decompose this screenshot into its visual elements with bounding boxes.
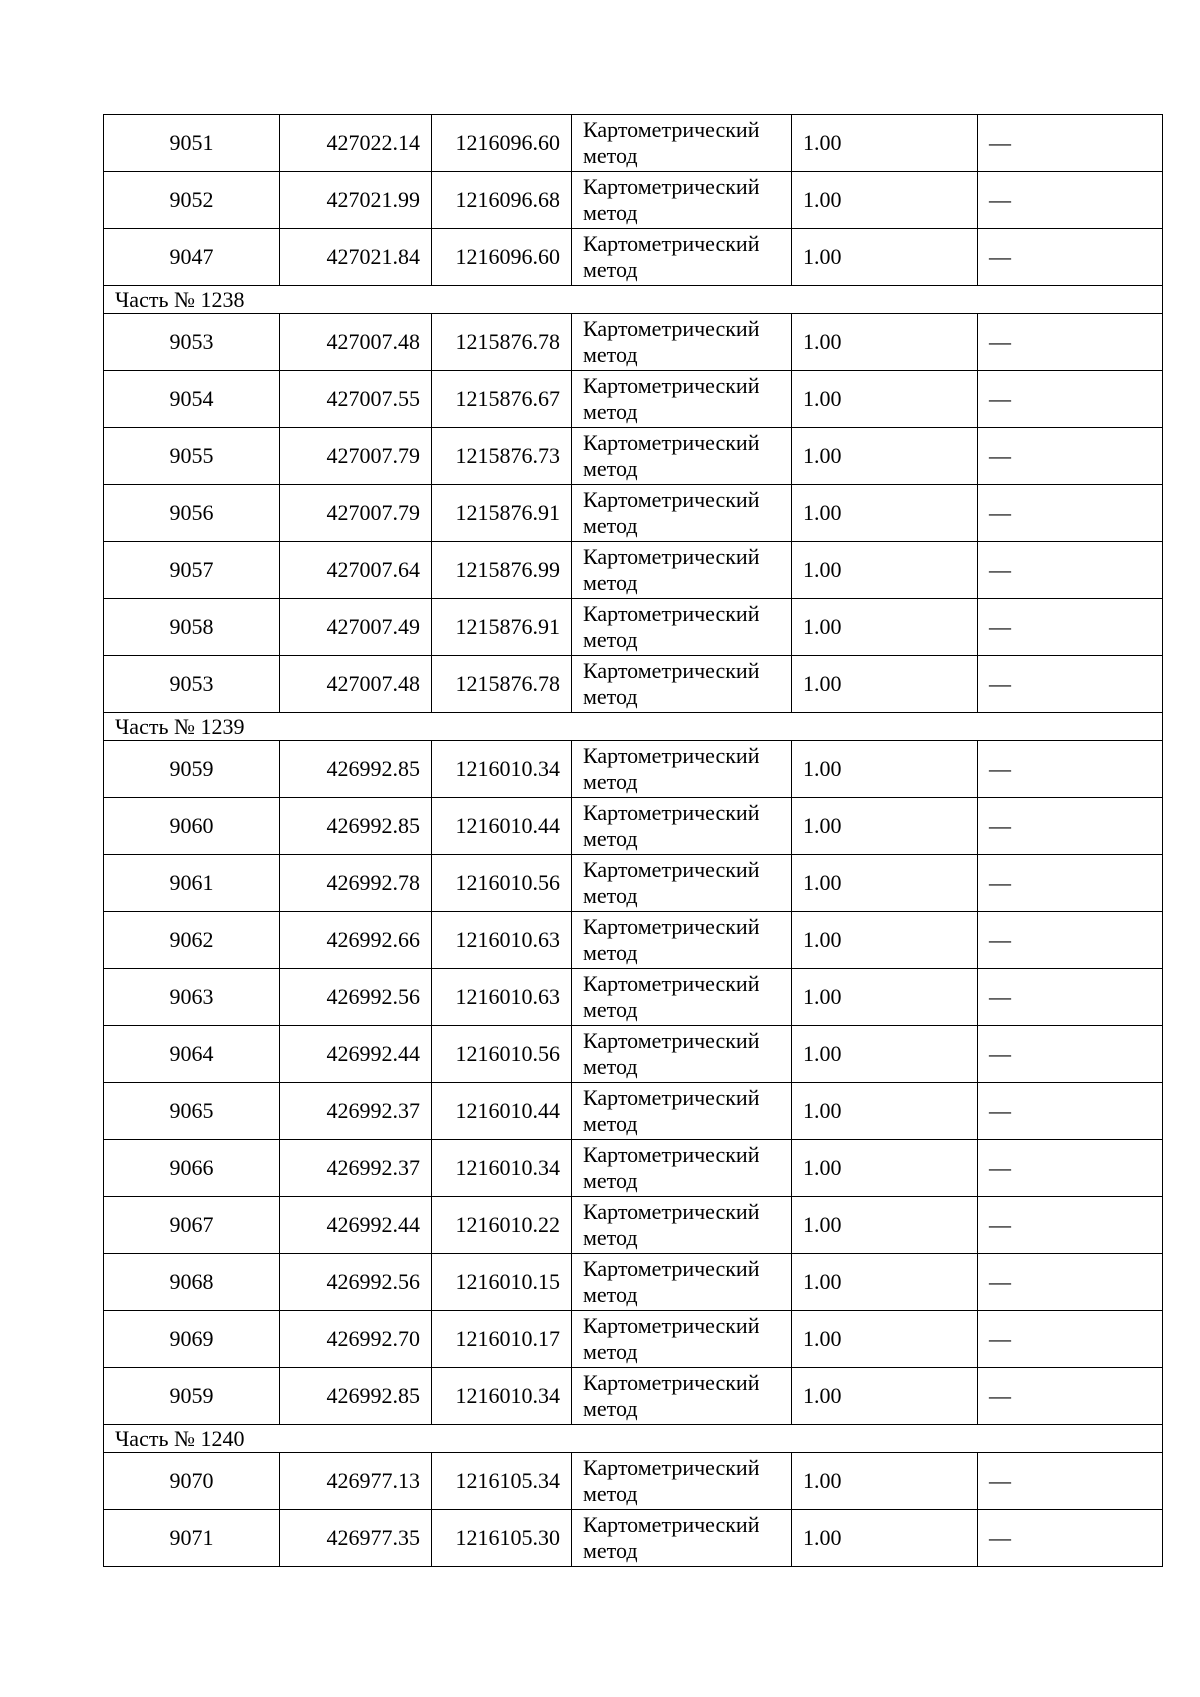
- method-line-2: метод: [583, 513, 638, 538]
- method-cell: [572, 855, 792, 912]
- x-coordinate-cell: 427021.84: [280, 229, 432, 286]
- y-coordinate-cell: 1215876.99: [432, 542, 572, 599]
- x-coordinate-cell: 427007.55: [280, 371, 432, 428]
- point-number-cell: 9069: [104, 1311, 280, 1368]
- y-coordinate-cell: 1215876.91: [432, 599, 572, 656]
- y-coordinate-cell: 1216010.63: [432, 912, 572, 969]
- y-coordinate-cell: 1216010.63: [432, 969, 572, 1026]
- precision-cell: 1.00: [792, 798, 978, 855]
- section-header-row: [104, 286, 1163, 314]
- method-line-1: Картометрический: [583, 1085, 760, 1110]
- precision-cell: 1.00: [792, 855, 978, 912]
- note-cell: —: [978, 855, 1163, 912]
- y-coordinate-cell: 1215876.78: [432, 656, 572, 713]
- method-cell: [572, 912, 792, 969]
- point-number-cell: 9057: [104, 542, 280, 599]
- x-coordinate-cell: 427007.49: [280, 599, 432, 656]
- point-number-cell: 9047: [104, 229, 280, 286]
- note-cell: —: [978, 115, 1163, 172]
- method-line-1: Картометрический: [583, 1028, 760, 1053]
- method-line-2: метод: [583, 883, 638, 908]
- method-cell: [572, 371, 792, 428]
- method-line-2: метод: [583, 1481, 638, 1506]
- point-number-cell: 9058: [104, 599, 280, 656]
- point-number-cell: 9059: [104, 1368, 280, 1425]
- precision-cell: 1.00: [792, 172, 978, 229]
- method-line-2: метод: [583, 769, 638, 794]
- method-line-2: метод: [583, 1538, 638, 1563]
- method-line-1: Картометрический: [583, 1199, 760, 1224]
- method-cell: [572, 428, 792, 485]
- precision-cell: 1.00: [792, 969, 978, 1026]
- method-line-1: Картометрический: [583, 914, 760, 939]
- section-header-row: [104, 1425, 1163, 1453]
- point-number-cell: 9068: [104, 1254, 280, 1311]
- method-line-2: метод: [583, 1168, 638, 1193]
- x-coordinate-cell: 426992.37: [280, 1083, 432, 1140]
- table-row: [104, 1197, 1163, 1254]
- precision-cell: 1.00: [792, 115, 978, 172]
- x-coordinate-cell: 427007.48: [280, 656, 432, 713]
- x-coordinate-cell: 426992.85: [280, 798, 432, 855]
- section-header-row: [104, 713, 1163, 741]
- x-coordinate-cell: 426992.44: [280, 1197, 432, 1254]
- method-line-1: Картометрический: [583, 1512, 760, 1537]
- method-cell: [572, 172, 792, 229]
- method-line-2: метод: [583, 940, 638, 965]
- point-number-cell: 9064: [104, 1026, 280, 1083]
- precision-cell: 1.00: [792, 1368, 978, 1425]
- note-cell: —: [978, 1197, 1163, 1254]
- method-line-1: Картометрический: [583, 743, 760, 768]
- x-coordinate-cell: 427007.64: [280, 542, 432, 599]
- note-cell: —: [978, 371, 1163, 428]
- y-coordinate-cell: 1216010.22: [432, 1197, 572, 1254]
- precision-cell: 1.00: [792, 229, 978, 286]
- point-number-cell: 9053: [104, 314, 280, 371]
- x-coordinate-cell: 426992.37: [280, 1140, 432, 1197]
- table-row: [104, 428, 1163, 485]
- point-number-cell: 9052: [104, 172, 280, 229]
- point-number-cell: 9066: [104, 1140, 280, 1197]
- method-line-2: метод: [583, 456, 638, 481]
- method-cell: [572, 969, 792, 1026]
- method-line-2: метод: [583, 1054, 638, 1079]
- method-line-2: метод: [583, 200, 638, 225]
- note-cell: —: [978, 1140, 1163, 1197]
- point-number-cell: 9067: [104, 1197, 280, 1254]
- note-cell: —: [978, 314, 1163, 371]
- method-cell: [572, 1026, 792, 1083]
- method-line-1: Картометрический: [583, 373, 760, 398]
- point-number-cell: 9063: [104, 969, 280, 1026]
- note-cell: —: [978, 798, 1163, 855]
- table-row: [104, 855, 1163, 912]
- coordinates-table: [103, 114, 1163, 1567]
- y-coordinate-cell: 1216010.34: [432, 741, 572, 798]
- x-coordinate-cell: 426992.78: [280, 855, 432, 912]
- note-cell: —: [978, 172, 1163, 229]
- table-row: [104, 115, 1163, 172]
- x-coordinate-cell: 426977.35: [280, 1510, 432, 1567]
- method-line-1: Картометрический: [583, 174, 760, 199]
- precision-cell: 1.00: [792, 1254, 978, 1311]
- table-row: [104, 599, 1163, 656]
- point-number-cell: 9054: [104, 371, 280, 428]
- table-row: [104, 371, 1163, 428]
- method-cell: [572, 1368, 792, 1425]
- table-row: [104, 485, 1163, 542]
- table-row: [104, 172, 1163, 229]
- method-line-2: метод: [583, 1111, 638, 1136]
- table-row: [104, 314, 1163, 371]
- note-cell: —: [978, 542, 1163, 599]
- section-label: Часть № 1238: [104, 286, 1163, 314]
- method-cell: [572, 741, 792, 798]
- method-line-1: Картометрический: [583, 430, 760, 455]
- method-line-1: Картометрический: [583, 800, 760, 825]
- section-label: Часть № 1240: [104, 1425, 1163, 1453]
- method-line-1: Картометрический: [583, 117, 760, 142]
- x-coordinate-cell: 427022.14: [280, 115, 432, 172]
- precision-cell: 1.00: [792, 428, 978, 485]
- method-line-2: метод: [583, 399, 638, 424]
- point-number-cell: 9062: [104, 912, 280, 969]
- y-coordinate-cell: 1216010.15: [432, 1254, 572, 1311]
- method-line-1: Картометрический: [583, 1313, 760, 1338]
- coordinates-table-body: [104, 115, 1163, 1567]
- note-cell: —: [978, 485, 1163, 542]
- method-line-1: Картометрический: [583, 1370, 760, 1395]
- point-number-cell: 9061: [104, 855, 280, 912]
- precision-cell: 1.00: [792, 656, 978, 713]
- method-line-2: метод: [583, 143, 638, 168]
- y-coordinate-cell: 1216010.56: [432, 1026, 572, 1083]
- precision-cell: 1.00: [792, 741, 978, 798]
- x-coordinate-cell: 427007.79: [280, 428, 432, 485]
- table-row: [104, 1140, 1163, 1197]
- point-number-cell: 9059: [104, 741, 280, 798]
- y-coordinate-cell: 1216096.60: [432, 115, 572, 172]
- table-row: [104, 1083, 1163, 1140]
- method-line-1: Картометрический: [583, 658, 760, 683]
- y-coordinate-cell: 1215876.73: [432, 428, 572, 485]
- precision-cell: 1.00: [792, 912, 978, 969]
- method-line-2: метод: [583, 1225, 638, 1250]
- x-coordinate-cell: 426992.56: [280, 1254, 432, 1311]
- x-coordinate-cell: 426992.66: [280, 912, 432, 969]
- precision-cell: 1.00: [792, 1453, 978, 1510]
- x-coordinate-cell: 427007.79: [280, 485, 432, 542]
- x-coordinate-cell: 426992.85: [280, 741, 432, 798]
- note-cell: —: [978, 969, 1163, 1026]
- note-cell: —: [978, 1311, 1163, 1368]
- note-cell: —: [978, 1510, 1163, 1567]
- point-number-cell: 9070: [104, 1453, 280, 1510]
- precision-cell: 1.00: [792, 485, 978, 542]
- table-row: [104, 912, 1163, 969]
- note-cell: —: [978, 1026, 1163, 1083]
- method-line-1: Картометрический: [583, 231, 760, 256]
- method-cell: [572, 1510, 792, 1567]
- note-cell: —: [978, 656, 1163, 713]
- point-number-cell: 9051: [104, 115, 280, 172]
- precision-cell: 1.00: [792, 1311, 978, 1368]
- point-number-cell: 9056: [104, 485, 280, 542]
- point-number-cell: 9055: [104, 428, 280, 485]
- method-line-2: метод: [583, 627, 638, 652]
- y-coordinate-cell: 1216010.17: [432, 1311, 572, 1368]
- section-label: Часть № 1239: [104, 713, 1163, 741]
- method-line-2: метод: [583, 570, 638, 595]
- y-coordinate-cell: 1216010.44: [432, 1083, 572, 1140]
- method-line-1: Картометрический: [583, 544, 760, 569]
- precision-cell: 1.00: [792, 1140, 978, 1197]
- y-coordinate-cell: 1216010.56: [432, 855, 572, 912]
- y-coordinate-cell: 1215876.67: [432, 371, 572, 428]
- precision-cell: 1.00: [792, 1083, 978, 1140]
- method-cell: [572, 542, 792, 599]
- method-cell: [572, 115, 792, 172]
- y-coordinate-cell: 1215876.78: [432, 314, 572, 371]
- method-cell: [572, 1311, 792, 1368]
- note-cell: —: [978, 741, 1163, 798]
- method-line-2: метод: [583, 826, 638, 851]
- precision-cell: 1.00: [792, 1026, 978, 1083]
- table-row: [104, 656, 1163, 713]
- method-line-2: метод: [583, 1396, 638, 1421]
- note-cell: —: [978, 1368, 1163, 1425]
- y-coordinate-cell: 1216105.30: [432, 1510, 572, 1567]
- y-coordinate-cell: 1216105.34: [432, 1453, 572, 1510]
- note-cell: —: [978, 428, 1163, 485]
- method-line-2: метод: [583, 1282, 638, 1307]
- note-cell: —: [978, 1254, 1163, 1311]
- precision-cell: 1.00: [792, 1197, 978, 1254]
- method-line-1: Картометрический: [583, 601, 760, 626]
- x-coordinate-cell: 426992.70: [280, 1311, 432, 1368]
- y-coordinate-cell: 1216010.44: [432, 798, 572, 855]
- method-line-1: Картометрический: [583, 1256, 760, 1281]
- y-coordinate-cell: 1216096.68: [432, 172, 572, 229]
- method-cell: [572, 314, 792, 371]
- x-coordinate-cell: 426977.13: [280, 1453, 432, 1510]
- method-cell: [572, 798, 792, 855]
- point-number-cell: 9060: [104, 798, 280, 855]
- note-cell: —: [978, 599, 1163, 656]
- method-cell: [572, 1254, 792, 1311]
- table-row: [104, 1368, 1163, 1425]
- method-line-2: метод: [583, 342, 638, 367]
- precision-cell: 1.00: [792, 314, 978, 371]
- table-row: [104, 1026, 1163, 1083]
- method-cell: [572, 599, 792, 656]
- method-cell: [572, 1083, 792, 1140]
- method-cell: [572, 1453, 792, 1510]
- table-row: [104, 1254, 1163, 1311]
- note-cell: —: [978, 229, 1163, 286]
- note-cell: —: [978, 1083, 1163, 1140]
- table-row: [104, 969, 1163, 1026]
- method-cell: [572, 1197, 792, 1254]
- y-coordinate-cell: 1215876.91: [432, 485, 572, 542]
- point-number-cell: 9053: [104, 656, 280, 713]
- table-row: [104, 542, 1163, 599]
- x-coordinate-cell: 427007.48: [280, 314, 432, 371]
- note-cell: —: [978, 1453, 1163, 1510]
- x-coordinate-cell: 426992.44: [280, 1026, 432, 1083]
- table-row: [104, 798, 1163, 855]
- y-coordinate-cell: 1216010.34: [432, 1140, 572, 1197]
- x-coordinate-cell: 426992.85: [280, 1368, 432, 1425]
- y-coordinate-cell: 1216096.60: [432, 229, 572, 286]
- table-row: [104, 1453, 1163, 1510]
- method-line-1: Картометрический: [583, 1142, 760, 1167]
- precision-cell: 1.00: [792, 1510, 978, 1567]
- table-row: [104, 229, 1163, 286]
- method-line-1: Картометрический: [583, 316, 760, 341]
- note-cell: —: [978, 912, 1163, 969]
- method-line-1: Картометрический: [583, 1455, 760, 1480]
- method-line-1: Картометрический: [583, 857, 760, 882]
- method-line-2: метод: [583, 997, 638, 1022]
- method-cell: [572, 485, 792, 542]
- method-cell: [572, 1140, 792, 1197]
- method-cell: [572, 656, 792, 713]
- method-line-2: метод: [583, 1339, 638, 1364]
- precision-cell: 1.00: [792, 599, 978, 656]
- point-number-cell: 9071: [104, 1510, 280, 1567]
- table-row: [104, 1510, 1163, 1567]
- method-line-1: Картометрический: [583, 487, 760, 512]
- precision-cell: 1.00: [792, 542, 978, 599]
- method-cell: [572, 229, 792, 286]
- method-line-1: Картометрический: [583, 971, 760, 996]
- y-coordinate-cell: 1216010.34: [432, 1368, 572, 1425]
- x-coordinate-cell: 426992.56: [280, 969, 432, 1026]
- table-row: [104, 741, 1163, 798]
- precision-cell: 1.00: [792, 371, 978, 428]
- method-line-2: метод: [583, 684, 638, 709]
- method-line-2: метод: [583, 257, 638, 282]
- table-row: [104, 1311, 1163, 1368]
- point-number-cell: 9065: [104, 1083, 280, 1140]
- x-coordinate-cell: 427021.99: [280, 172, 432, 229]
- coordinates-document: [103, 114, 1163, 1567]
